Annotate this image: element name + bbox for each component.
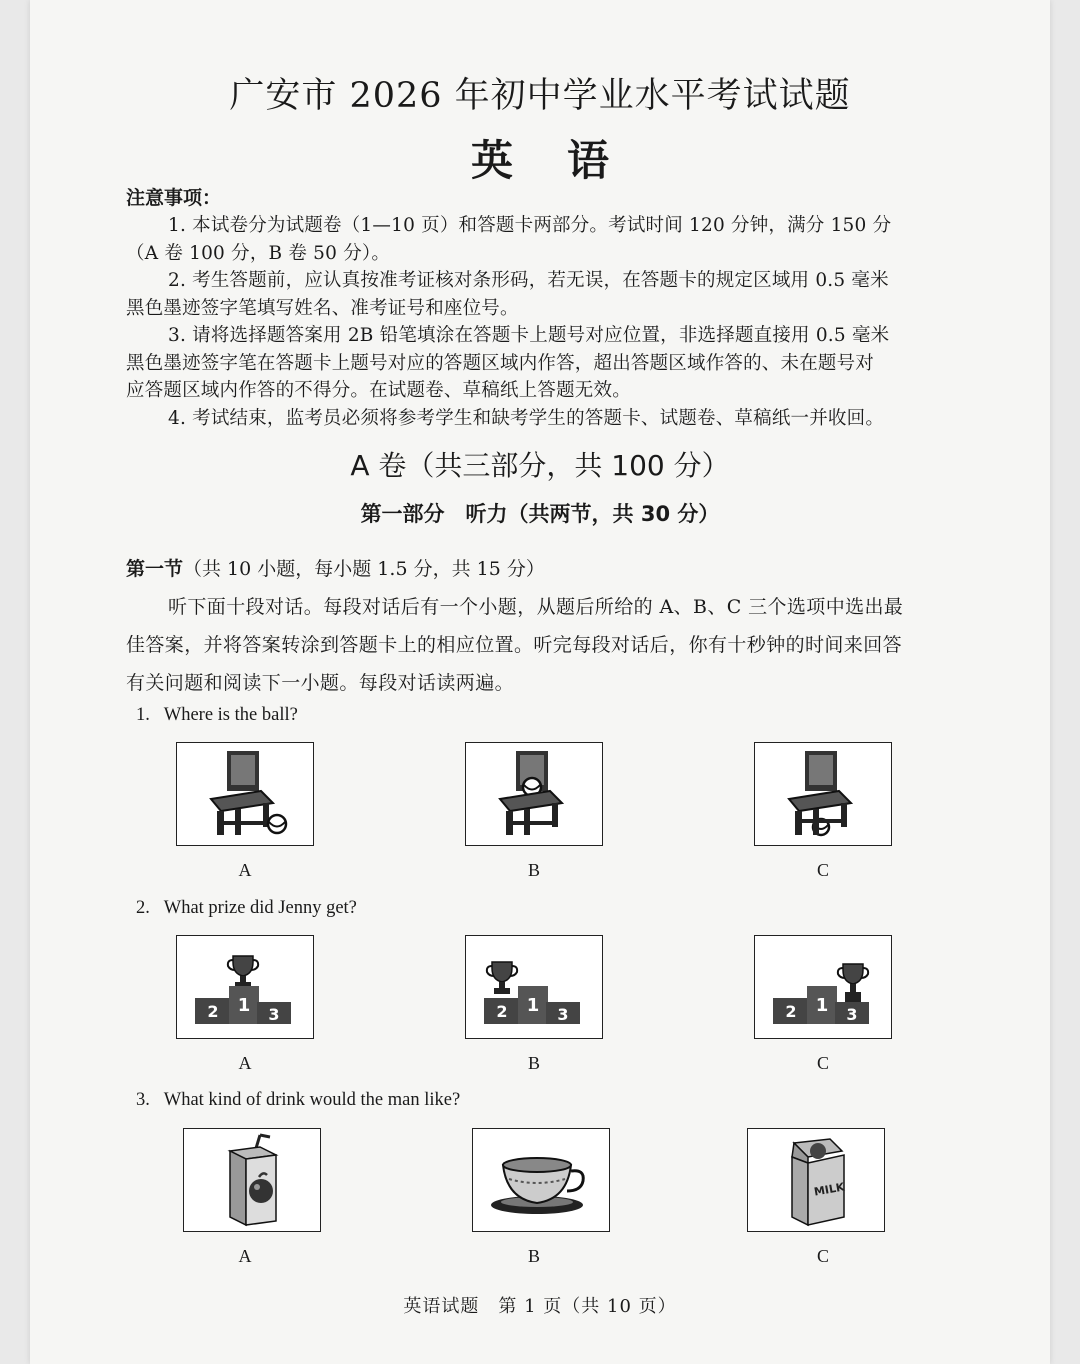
podium-number: 3 xyxy=(846,1005,858,1024)
notice-line: 1. 本试卷分为试题卷（1—10 页）和答题卡两部分。考试时间 120 分钟，满分 150 分 xyxy=(168,215,892,236)
trophy-second-place-icon xyxy=(466,936,601,1037)
section1-title: 第一节 xyxy=(126,558,184,580)
notice-line: 2. 考生答题前，应认真按准考证核对条形码，若无误，在答题卡的规定区域用 0.5 毫米 xyxy=(168,270,889,291)
notice-heading: 注意事项： xyxy=(126,187,222,209)
option-label: B xyxy=(527,1053,540,1073)
question-3 xyxy=(136,1090,460,1111)
option-label: A xyxy=(238,1053,252,1073)
question-2 xyxy=(136,898,357,919)
option-label: B xyxy=(527,860,540,880)
option-label: C xyxy=(816,860,829,880)
podium-number: 1 xyxy=(237,995,251,1016)
chair-ball-on-icon xyxy=(466,743,601,844)
page-footer: 英语试题 第 1 页（共 10 页） xyxy=(403,1296,677,1317)
option-label: A xyxy=(238,860,252,880)
question-number: 2. xyxy=(136,898,150,918)
instruction-line: 有关问题和阅读下一小题。每段对话读两遍。 xyxy=(126,672,515,694)
notice-line: 3. 请将选择题答案用 2B 铅笔填涂在答题卡上题号对应位置，非选择题直接用 0.5 毫米 xyxy=(168,325,890,346)
option-label: B xyxy=(527,1246,540,1266)
podium-number: 2 xyxy=(496,1002,508,1021)
question-number: 3. xyxy=(136,1090,150,1110)
section-a-heading: A 卷（共三部分，共 100 分） xyxy=(350,449,730,482)
notice-line: 黑色墨迹签字笔填写姓名、准考证号和座位号。 xyxy=(126,298,519,319)
notice-line: 应答题区域内作答的不得分。在试题卷、草稿纸上答题无效。 xyxy=(126,380,631,401)
notice-line: 4. 考试结束，监考员必须将参考学生和缺考学生的答题卡、试题卷、草稿纸一并收回。 xyxy=(168,408,885,429)
podium-number: 1 xyxy=(526,995,540,1016)
option-picture[interactable] xyxy=(747,1128,885,1232)
juice-box-icon xyxy=(184,1129,319,1230)
question-1 xyxy=(136,705,298,726)
podium-number: 3 xyxy=(557,1005,569,1024)
exam-page xyxy=(30,0,1050,1364)
milk-label: MILK xyxy=(813,1180,846,1199)
trophy-first-place-icon xyxy=(177,936,312,1037)
notice-line: 黑色墨迹签字笔在答题卡上题号对应的答题区域内作答，超出答题区域作答的、未在题号对 xyxy=(126,353,875,374)
podium-number: 2 xyxy=(785,1002,797,1021)
question-text: What kind of drink would the man like? xyxy=(163,1090,461,1110)
instruction-line: 听下面十段对话。每段对话后有一个小题，从题后所给的 A、B、C 三个选项中选出最 xyxy=(168,596,904,618)
podium-number: 3 xyxy=(268,1005,280,1024)
chair-ball-under-icon xyxy=(755,743,890,844)
milk-carton-icon xyxy=(748,1129,883,1230)
podium-number: 1 xyxy=(815,995,829,1016)
option-picture[interactable] xyxy=(472,1128,610,1232)
option-label: C xyxy=(816,1246,829,1266)
exam-title: 广安市 2026 年初中学业水平考试试题 xyxy=(229,76,851,116)
option-label: C xyxy=(816,1053,829,1073)
option-picture[interactable] xyxy=(465,935,603,1039)
option-picture[interactable] xyxy=(754,935,892,1039)
option-picture[interactable] xyxy=(183,1128,321,1232)
podium-number: 2 xyxy=(207,1002,219,1021)
trophy-third-place-icon xyxy=(755,936,890,1037)
instruction-line: 佳答案，并将答案转涂到答题卡上的相应位置。听完每段对话后，你有十秒钟的时间来回答 xyxy=(126,634,903,656)
part1-heading: 第一部分 听力（共两节，共 30 分） xyxy=(360,502,720,526)
teacup-icon xyxy=(473,1129,608,1230)
option-picture[interactable] xyxy=(754,742,892,846)
option-picture[interactable] xyxy=(465,742,603,846)
subject-title: 英语 xyxy=(470,136,663,185)
notice-line: （A 卷 100 分，B 卷 50 分）。 xyxy=(126,243,391,264)
option-label: A xyxy=(238,1246,252,1266)
question-text: What prize did Jenny get? xyxy=(163,898,357,918)
section1-heading xyxy=(126,554,545,581)
option-picture[interactable] xyxy=(176,742,314,846)
section1-info: （共 10 小题，每小题 1.5 分，共 15 分） xyxy=(183,558,545,580)
chair-ball-beside-icon xyxy=(177,743,312,844)
question-number: 1. xyxy=(136,705,150,725)
option-picture[interactable] xyxy=(176,935,314,1039)
question-text: Where is the ball? xyxy=(163,705,298,725)
